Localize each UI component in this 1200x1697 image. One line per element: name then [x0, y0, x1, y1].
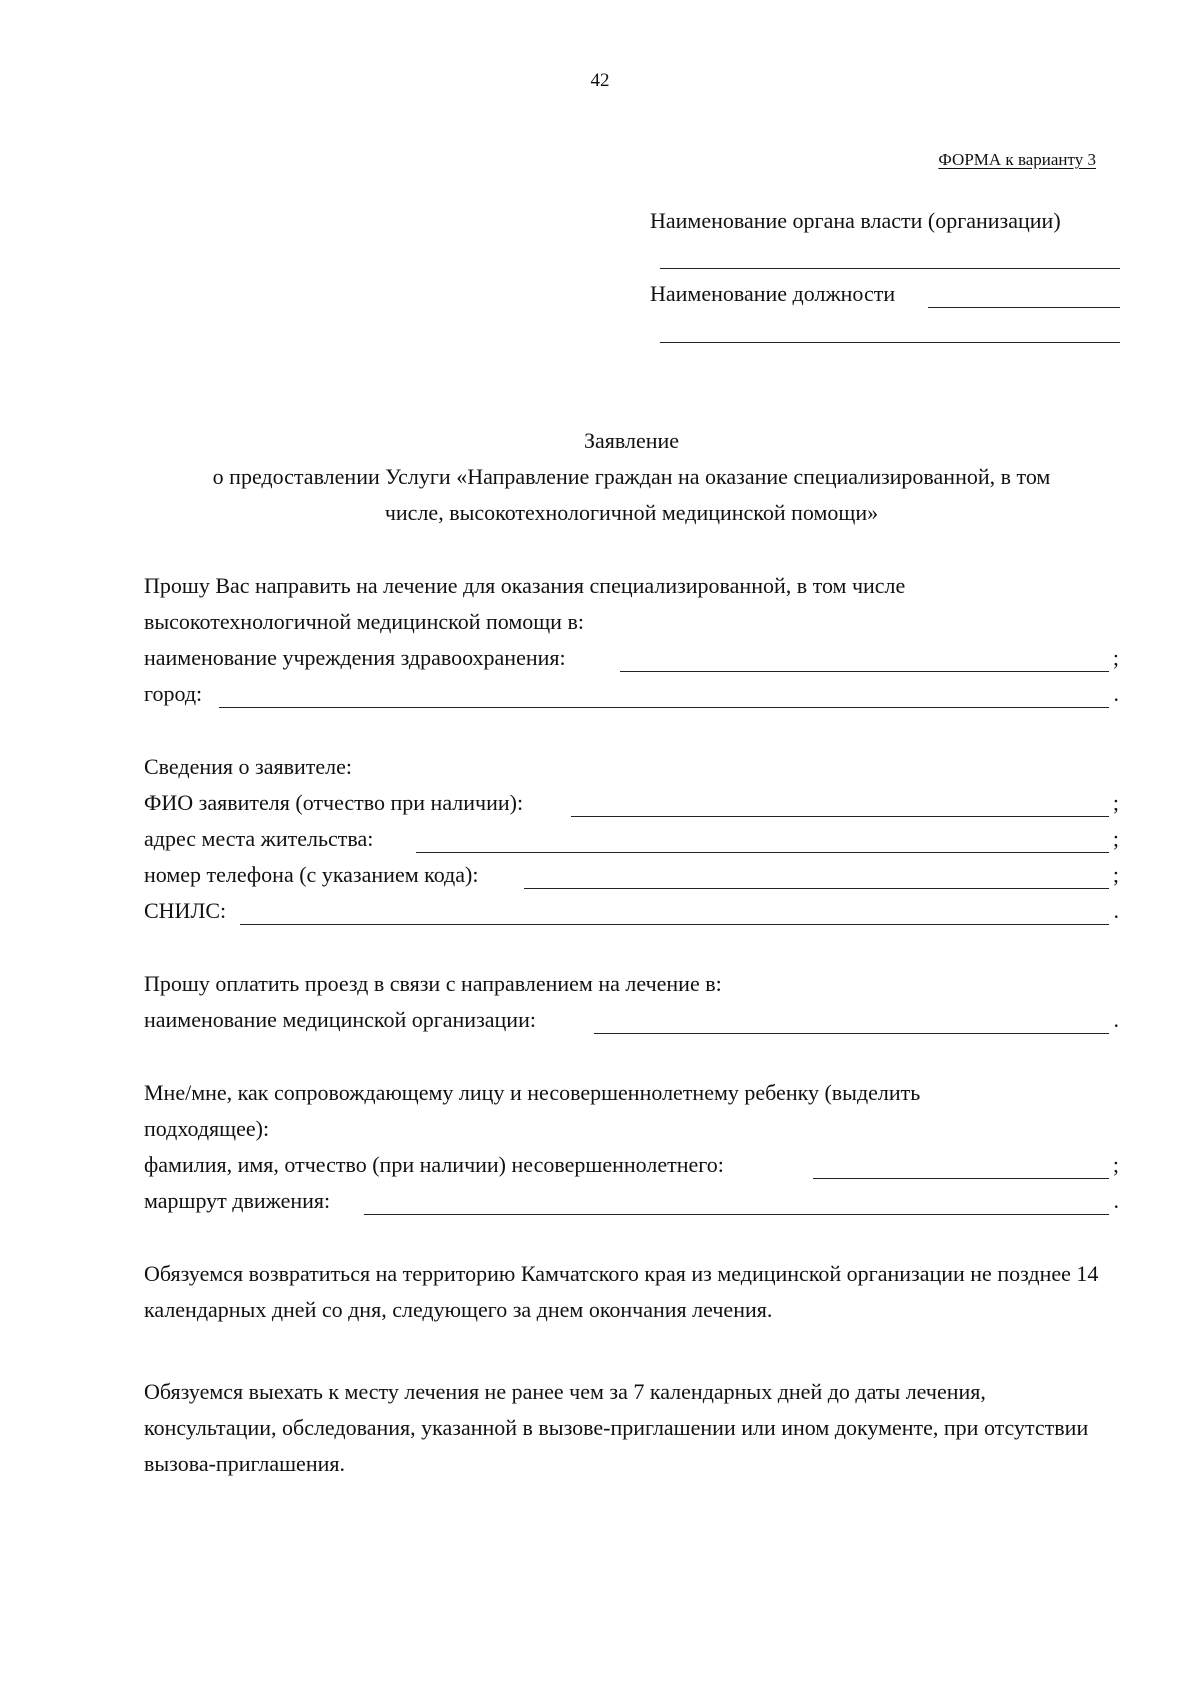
position-label: Наименование должности — [650, 281, 896, 306]
travel-route-input-line[interactable] — [364, 1214, 1109, 1215]
field-minor-name: фамилия, имя, отчество (при наличии) несовершеннолетнего: ; — [144, 1152, 1119, 1177]
field-residence-address: адрес места жительства: ; — [144, 826, 1119, 851]
medical-organization-input-line[interactable] — [594, 1033, 1109, 1034]
authority-line[interactable] — [660, 268, 1120, 269]
field-label: маршрут движения: — [144, 1188, 331, 1213]
field-medical-organization: наименование медицинской организации: . — [144, 1007, 1119, 1032]
field-label: наименование медицинской организации: — [144, 1007, 536, 1032]
field-phone-number: номер телефона (с указанием кода): ; — [144, 862, 1119, 887]
page-number: 42 — [590, 70, 610, 91]
healthcare-institution-input-line[interactable] — [620, 671, 1109, 672]
snils-input-line[interactable] — [240, 924, 1109, 925]
phone-number-input-line[interactable] — [524, 888, 1109, 889]
field-label: город: — [144, 681, 203, 706]
field-healthcare-institution: наименование учреждения здравоохранения: ; — [144, 645, 1119, 670]
minor-name-input-line[interactable] — [813, 1178, 1109, 1179]
form-label: ФОРМА к варианту 3 — [938, 150, 1096, 169]
field-city: город: . — [144, 681, 1119, 706]
applicant-section-heading: Сведения о заявителе: — [144, 754, 353, 779]
document-title: Заявление — [583, 428, 680, 453]
companion-line-2: подходящее): — [144, 1116, 270, 1141]
field-label: фамилия, имя, отчество (при наличии) несовершеннолетнего: — [144, 1152, 724, 1177]
field-snils: СНИЛС: . — [144, 898, 1119, 923]
position-line[interactable] — [928, 307, 1120, 308]
document-subtitle-line-1: о предоставлении Услуги «Направление граждан на оказание специализированной, в том — [212, 464, 1051, 489]
companion-line-1: Мне/мне, как сопровождающему лицу и несовершеннолетнему ребенку (выделить — [144, 1080, 921, 1105]
field-label: номер телефона (с указанием кода): — [144, 862, 479, 887]
field-label: наименование учреждения здравоохранения: — [144, 645, 566, 670]
field-label: адрес места жительства: — [144, 826, 374, 851]
request-intro-line-2: высокотехнологичной медицинской помощи в: — [144, 609, 584, 634]
authority-label: Наименование органа власти (организации) — [650, 208, 1061, 233]
city-input-line[interactable] — [219, 707, 1109, 708]
residence-address-input-line[interactable] — [416, 852, 1109, 853]
document-subtitle-line-2: числе, высокотехнологичной медицинской помощи» — [384, 500, 879, 525]
travel-payment-heading: Прошу оплатить проезд в связи с направлением на лечение в: — [144, 971, 722, 996]
field-label: ФИО заявителя (отчество при наличии): — [144, 790, 524, 815]
field-applicant-name: ФИО заявителя (отчество при наличии): ; — [144, 790, 1119, 815]
field-travel-route: маршрут движения: . — [144, 1188, 1119, 1213]
return-obligation-paragraph: Обязуемся возвратиться на территорию Камчатского края из медицинской организации не позднее 14 календарных дней со дня, следующего за днем окончания лечения. — [144, 1261, 1099, 1322]
field-label: СНИЛС: — [144, 898, 227, 923]
departure-obligation-paragraph: Обязуемся выехать к месту лечения не ранее чем за 7 календарных дней до даты лечения, консультации, обследования, указанной в вызове-приглашении или ином документе, при отсутствии вызова-приглашения. — [144, 1379, 1089, 1476]
applicant-name-input-line[interactable] — [571, 816, 1109, 817]
request-intro-line-1: Прошу Вас направить на лечение для оказания специализированной, в том числе — [144, 573, 906, 598]
position-line-2[interactable] — [660, 342, 1120, 343]
